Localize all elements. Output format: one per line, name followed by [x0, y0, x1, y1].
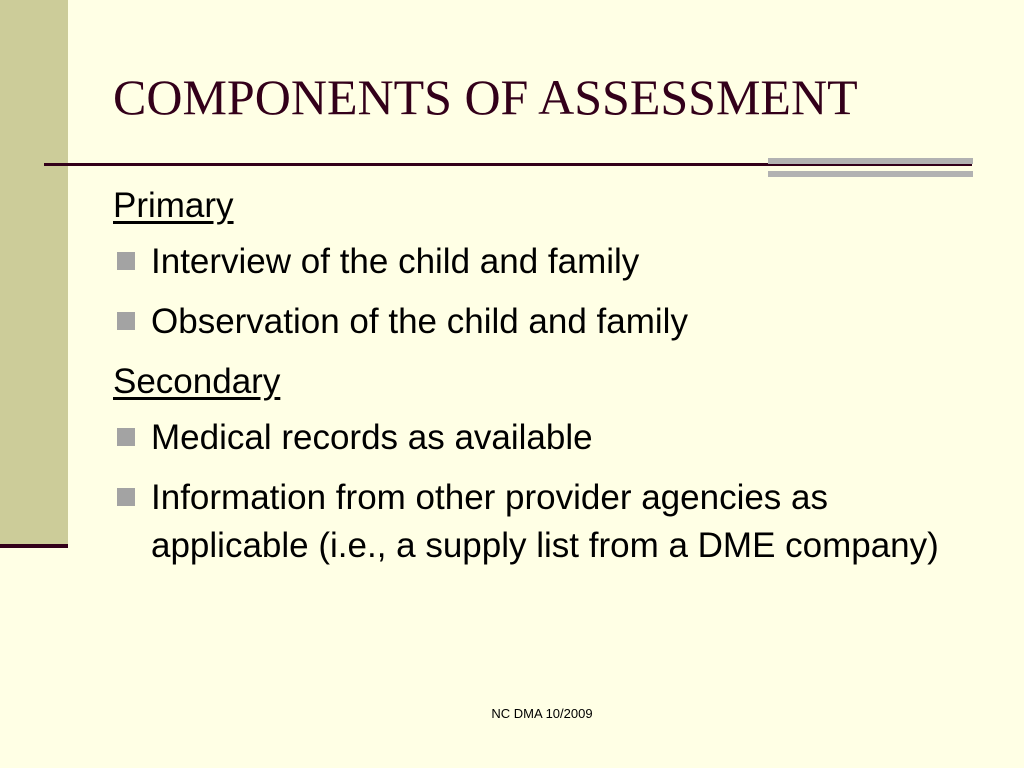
square-bullet-icon [117, 488, 135, 506]
bullet-text: Observation of the child and family [151, 302, 688, 341]
title-accent-stripes [768, 158, 973, 180]
square-bullet-icon [117, 252, 135, 270]
bullet-text: Medical records as available [151, 418, 593, 457]
bullet-text: Interview of the child and family [151, 242, 640, 281]
bullet-item [113, 238, 973, 286]
slide-body [113, 185, 973, 585]
bullet-item [113, 474, 973, 570]
square-bullet-icon [117, 428, 135, 446]
bullet-text: Information from other provider agencies as applicable (i.e., a supply list from a DME company) [151, 478, 939, 565]
section-heading-primary: Primary [113, 186, 234, 225]
section-heading-secondary: Secondary [113, 362, 281, 401]
left-decorative-bar [0, 0, 68, 545]
bullet-item [113, 414, 973, 462]
left-bar-rule [0, 544, 68, 548]
accent-stripe [768, 171, 973, 177]
accent-stripe [768, 158, 973, 164]
slide-footer: NC DMA 10/2009 [491, 706, 593, 721]
bullet-item [113, 298, 973, 346]
square-bullet-icon [117, 312, 135, 330]
slide-title: COMPONENTS OF ASSESSMENT [113, 69, 858, 125]
